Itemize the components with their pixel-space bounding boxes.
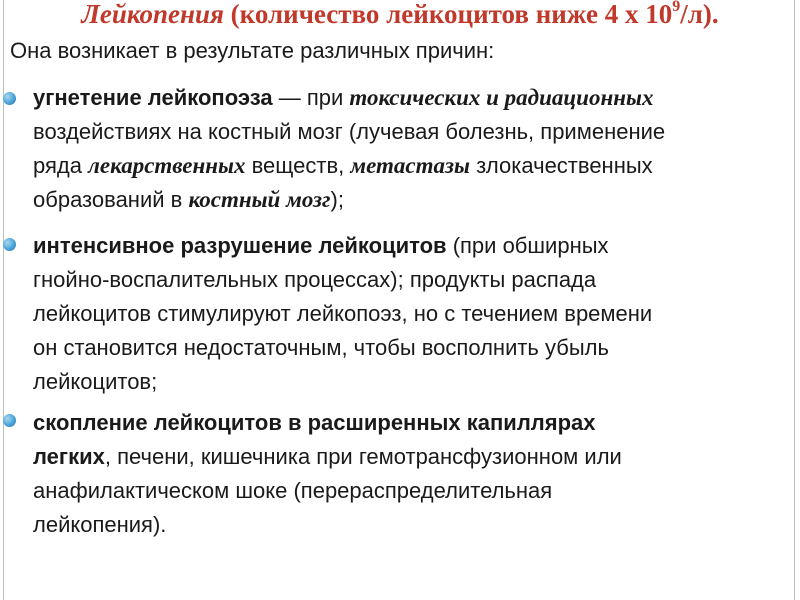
item-text: (при обширных xyxy=(446,233,609,258)
item-emphasis: лекарственных xyxy=(88,153,246,178)
item-line xyxy=(33,183,793,217)
item-emphasis: костный мозг xyxy=(188,187,331,212)
left-border-line xyxy=(3,0,4,600)
item-text: воздействиях на костный мозг (лучевая болезнь, применение xyxy=(33,119,666,144)
item-text: лейкоцитов стимулируют лейкопоэз, но с течением времени xyxy=(33,301,653,326)
item-emphasis: скопление лейкоцитов в расширенных капиллярах xyxy=(33,410,596,435)
item-line xyxy=(33,115,793,149)
item-line xyxy=(33,229,793,263)
bullet-icon xyxy=(3,92,16,105)
item-line xyxy=(33,365,793,399)
item-text: веществ, xyxy=(245,153,351,178)
item-line xyxy=(33,440,793,474)
item-text: , печени, кишечника при гемотрансфузионном или xyxy=(104,444,622,469)
list-item xyxy=(33,81,793,217)
item-line xyxy=(33,474,793,508)
list-item xyxy=(33,229,793,399)
item-emphasis: легких xyxy=(33,444,105,469)
slide-title xyxy=(0,0,800,31)
item-emphasis: метастазы xyxy=(350,153,470,178)
item-text: лейкопения). xyxy=(33,512,167,537)
item-emphasis: токсических и радиационных xyxy=(349,85,654,110)
item-line xyxy=(33,263,793,297)
intro-text: Она возникает в результате различных причин: xyxy=(10,38,495,63)
bullet-icon xyxy=(3,414,16,427)
item-line xyxy=(33,508,793,542)
item-text: — при xyxy=(272,85,350,110)
item-text: злокачественных xyxy=(469,153,653,178)
item-line xyxy=(33,406,793,440)
item-text: гнойно-воспалительных процессах); продукты распада xyxy=(33,267,597,292)
item-text: ряда xyxy=(33,153,89,178)
right-border-line xyxy=(794,0,795,600)
bullet-icon xyxy=(3,238,16,251)
title-definition: (количество лейкоцитов ниже 4 х 10 xyxy=(223,0,673,29)
item-text: он становится недостаточным, чтобы восполнить убыль xyxy=(33,335,609,360)
item-line xyxy=(33,297,793,331)
item-text: ); xyxy=(330,187,344,212)
title-exponent: 9 xyxy=(672,0,681,15)
list-item xyxy=(33,406,793,542)
item-text: образований в xyxy=(33,187,189,212)
item-line xyxy=(33,149,793,183)
item-emphasis: интенсивное разрушение лейкоцитов xyxy=(33,233,447,258)
title-unit: /л). xyxy=(680,0,719,29)
title-term: Лейкопения xyxy=(81,0,224,29)
item-text: анафилактическом шоке (перераспределительная xyxy=(33,478,553,503)
item-emphasis: угнетение лейкопоэза xyxy=(33,85,273,110)
item-line xyxy=(33,81,793,115)
item-text: лейкоцитов; xyxy=(33,369,158,394)
item-line xyxy=(33,331,793,365)
